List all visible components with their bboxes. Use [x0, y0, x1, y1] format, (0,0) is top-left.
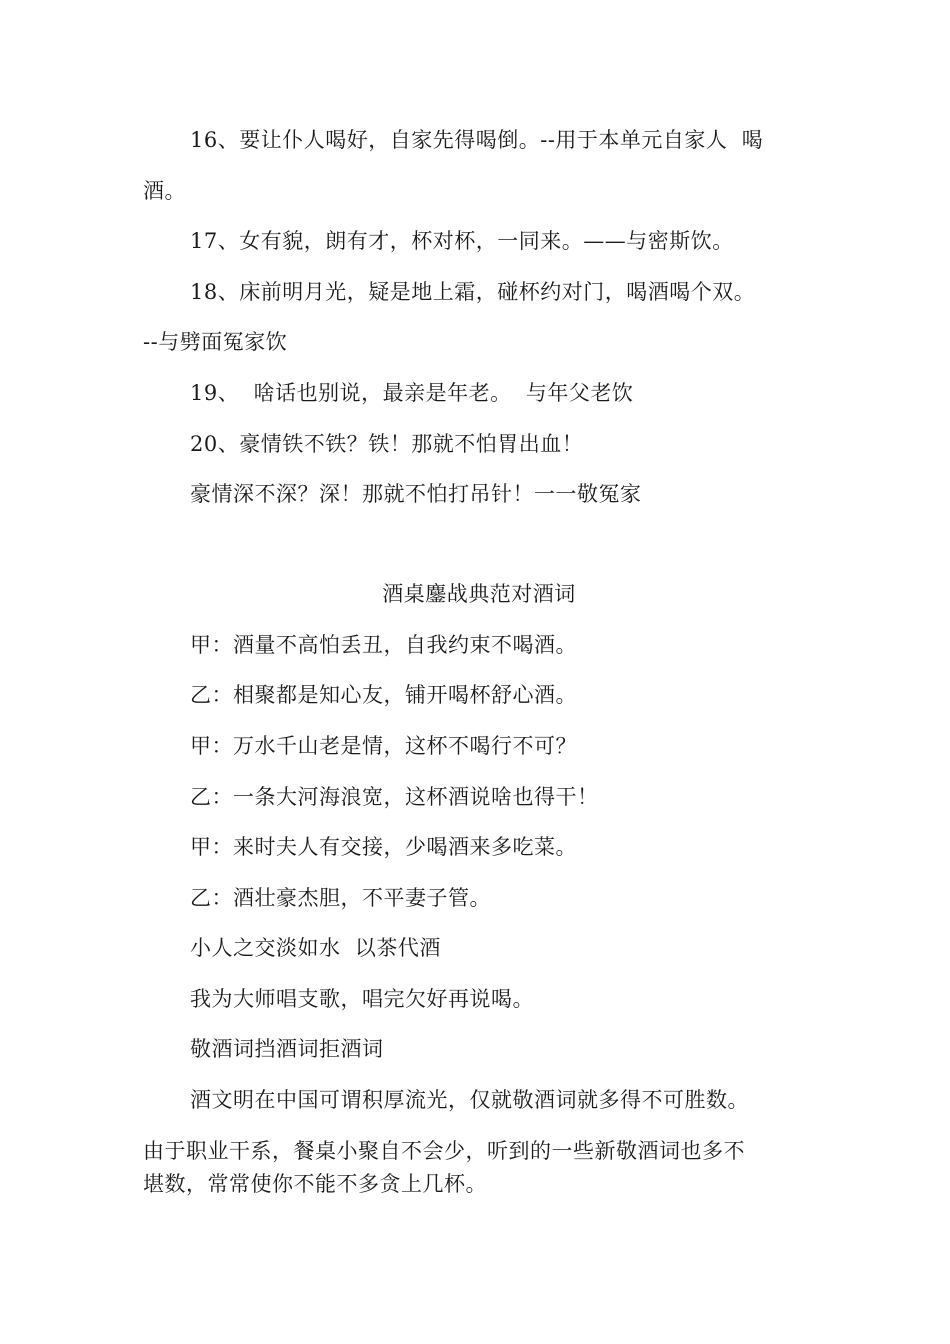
item-16-line-1: 16、要让仆人喝好，自家先得喝倒。--用于本单元自家人 喝	[190, 128, 764, 152]
subheading: 敬酒词挡酒词拒酒词	[190, 1037, 384, 1061]
paragraph-line-1: 酒文明在中国可谓积厚流光，仅就敬酒词就多得不可胜数。	[190, 1088, 749, 1112]
tea-instead-of-wine-line: 小人之交淡如水 以茶代酒	[190, 936, 441, 960]
dialogue-line: 甲：酒量不高怕丢丑，自我约束不喝酒。	[190, 633, 577, 657]
song-line: 我为大师唱支歌，唱完欠好再说喝。	[190, 987, 534, 1011]
item-18-line-2: --与劈面冤家饮	[143, 330, 288, 354]
dialogue-line: 乙：一条大河海浪宽，这杯酒说啥也得干！	[190, 785, 599, 809]
item-20-line-2: 豪情深不深？深！那就不怕打吊针！一一敬冤家	[190, 482, 642, 506]
item-17: 17、女有貌，朗有才，杯对杯，一同来。——与密斯饮。	[190, 229, 734, 253]
item-20-line-1: 20、豪情铁不铁？铁！那就不怕胃出血！	[190, 432, 584, 456]
dialogue-line: 甲：来时夫人有交接，少喝酒来多吃菜。	[190, 835, 577, 859]
section-title: 酒桌鏖战典范对酒词	[382, 582, 576, 606]
item-16-line-2: 酒。	[143, 179, 186, 203]
dialogue-line: 甲：万水千山老是情，这杯不喝行不可？	[190, 734, 577, 758]
paragraph-line-3: 堪数，常常使你不能不多贪上几杯。	[143, 1172, 487, 1196]
dialogue-line: 乙：酒壮豪杰胆，不平妻子管。	[190, 886, 491, 910]
paragraph-line-2: 由于职业干系，餐桌小聚自不会少，听到的一些新敬酒词也多不	[143, 1139, 745, 1163]
item-18-line-1: 18、床前明月光，疑是地上霜，碰杯约对门，喝酒喝个双。	[190, 280, 756, 304]
dialogue-line: 乙：相聚都是知心友，铺开喝杯舒心酒。	[190, 683, 577, 707]
item-19: 19、 啥话也别说，最亲是年老。 与年父老饮	[190, 381, 634, 405]
